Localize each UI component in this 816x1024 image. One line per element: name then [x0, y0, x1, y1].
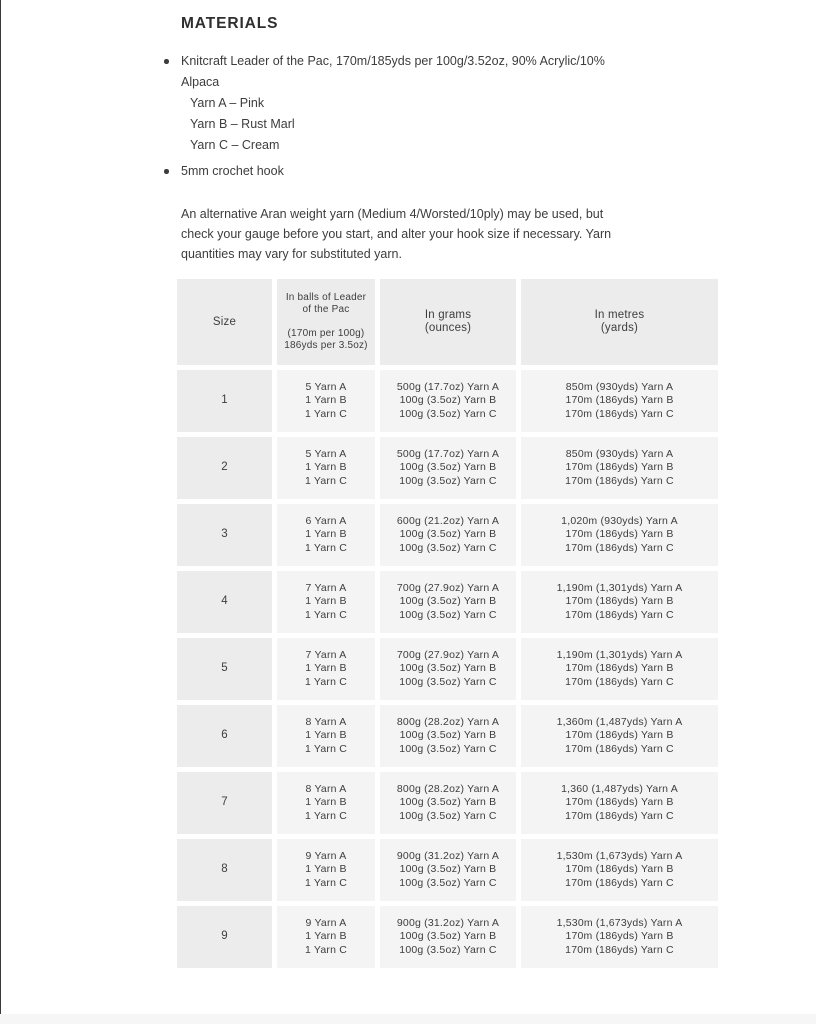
table-size-cell: 1 — [177, 370, 272, 432]
table-balls-cell: 9 Yarn A 1 Yarn B 1 Yarn C — [277, 839, 375, 901]
table-grams-cell: 900g (31.2oz) Yarn A 100g (3.5oz) Yarn B 100g (3.5oz) Yarn C — [380, 906, 516, 968]
table-grams-cell: 500g (17.7oz) Yarn A 100g (3.5oz) Yarn B 100g (3.5oz) Yarn C — [380, 370, 516, 432]
list-item-text: Knitcraft Leader of the Pac, 170m/185yds per 100g/3.52oz, 90% Acrylic/10% Alpaca — [181, 54, 605, 90]
page-title: MATERIALS — [181, 15, 279, 32]
list-item-text: 5mm crochet hook — [181, 164, 284, 179]
table-size-cell: 5 — [177, 638, 272, 700]
substitution-note: An alternative Aran weight yarn (Medium 4/Worsted/10ply) may be used, but check your gauge before you start, and alter your hook size if necessary. Yarn quantities may vary for substituted yarn. — [181, 207, 612, 262]
table-balls-cell: 5 Yarn A 1 Yarn B 1 Yarn C — [277, 370, 375, 432]
table-balls-cell: 5 Yarn A 1 Yarn B 1 Yarn C — [277, 437, 375, 499]
page-bottom-band — [0, 1014, 816, 1024]
table-grams-cell: 900g (31.2oz) Yarn A 100g (3.5oz) Yarn B 100g (3.5oz) Yarn C — [380, 839, 516, 901]
table-grams-cell: 800g (28.2oz) Yarn A 100g (3.5oz) Yarn B 100g (3.5oz) Yarn C — [380, 705, 516, 767]
bullet-icon — [164, 169, 169, 174]
table-balls-cell: 7 Yarn A 1 Yarn B 1 Yarn C — [277, 638, 375, 700]
bullet-icon — [164, 59, 169, 64]
table-metres-cell: 1,190m (1,301yds) Yarn A 170m (186yds) Yarn B 170m (186yds) Yarn C — [521, 571, 718, 633]
table-metres-cell: 1,530m (1,673yds) Yarn A 170m (186yds) Yarn B 170m (186yds) Yarn C — [521, 839, 718, 901]
table-size-cell: 4 — [177, 571, 272, 633]
yarn-c-label: Yarn C – Cream — [190, 138, 280, 153]
table-balls-cell: 7 Yarn A 1 Yarn B 1 Yarn C — [277, 571, 375, 633]
table-size-cell: 3 — [177, 504, 272, 566]
table-header-size: Size — [177, 279, 272, 365]
materials-list — [181, 51, 741, 182]
list-item-hook — [181, 161, 741, 182]
table-balls-cell: 9 Yarn A 1 Yarn B 1 Yarn C — [277, 906, 375, 968]
table-size-cell: 9 — [177, 906, 272, 968]
table-grams-cell: 700g (27.9oz) Yarn A 100g (3.5oz) Yarn B 100g (3.5oz) Yarn C — [380, 571, 516, 633]
table-metres-cell: 850m (930yds) Yarn A 170m (186yds) Yarn B 170m (186yds) Yarn C — [521, 370, 718, 432]
list-item-yarn — [181, 51, 741, 156]
table-metres-cell: 1,530m (1,673yds) Yarn A 170m (186yds) Yarn B 170m (186yds) Yarn C — [521, 906, 718, 968]
yarn-color-list — [190, 93, 741, 156]
table-size-cell: 6 — [177, 705, 272, 767]
table-balls-cell: 6 Yarn A 1 Yarn B 1 Yarn C — [277, 504, 375, 566]
table-grams-cell: 700g (27.9oz) Yarn A 100g (3.5oz) Yarn B 100g (3.5oz) Yarn C — [380, 638, 516, 700]
yarn-b-label: Yarn B – Rust Marl — [190, 117, 295, 132]
table-size-cell: 2 — [177, 437, 272, 499]
table-balls-cell: 8 Yarn A 1 Yarn B 1 Yarn C — [277, 772, 375, 834]
table-header-metres: In metres (yards) — [521, 279, 718, 365]
table-balls-cell: 8 Yarn A 1 Yarn B 1 Yarn C — [277, 705, 375, 767]
document-page — [181, 14, 741, 968]
table-size-cell: 8 — [177, 839, 272, 901]
table-header-balls: In balls of Leader of the Pac (170m per 100g) 186yds per 3.5oz) — [277, 279, 375, 365]
table-size-cell: 7 — [177, 772, 272, 834]
table-grams-cell: 500g (17.7oz) Yarn A 100g (3.5oz) Yarn B 100g (3.5oz) Yarn C — [380, 437, 516, 499]
table-metres-cell: 1,360m (1,487yds) Yarn A 170m (186yds) Yarn B 170m (186yds) Yarn C — [521, 705, 718, 767]
table-grams-cell: 600g (21.2oz) Yarn A 100g (3.5oz) Yarn B 100g (3.5oz) Yarn C — [380, 504, 516, 566]
table-metres-cell: 1,020m (930yds) Yarn A 170m (186yds) Yarn B 170m (186yds) Yarn C — [521, 504, 718, 566]
table-header-grams: In grams (ounces) — [380, 279, 516, 365]
table-grams-cell: 800g (28.2oz) Yarn A 100g (3.5oz) Yarn B 100g (3.5oz) Yarn C — [380, 772, 516, 834]
page-edge-line — [0, 0, 1, 1024]
materials-table — [177, 279, 718, 968]
table-metres-cell: 1,190m (1,301yds) Yarn A 170m (186yds) Yarn B 170m (186yds) Yarn C — [521, 638, 718, 700]
table-metres-cell: 1,360 (1,487yds) Yarn A 170m (186yds) Yarn B 170m (186yds) Yarn C — [521, 772, 718, 834]
yarn-a-label: Yarn A – Pink — [190, 96, 265, 111]
table-metres-cell: 850m (930yds) Yarn A 170m (186yds) Yarn B 170m (186yds) Yarn C — [521, 437, 718, 499]
